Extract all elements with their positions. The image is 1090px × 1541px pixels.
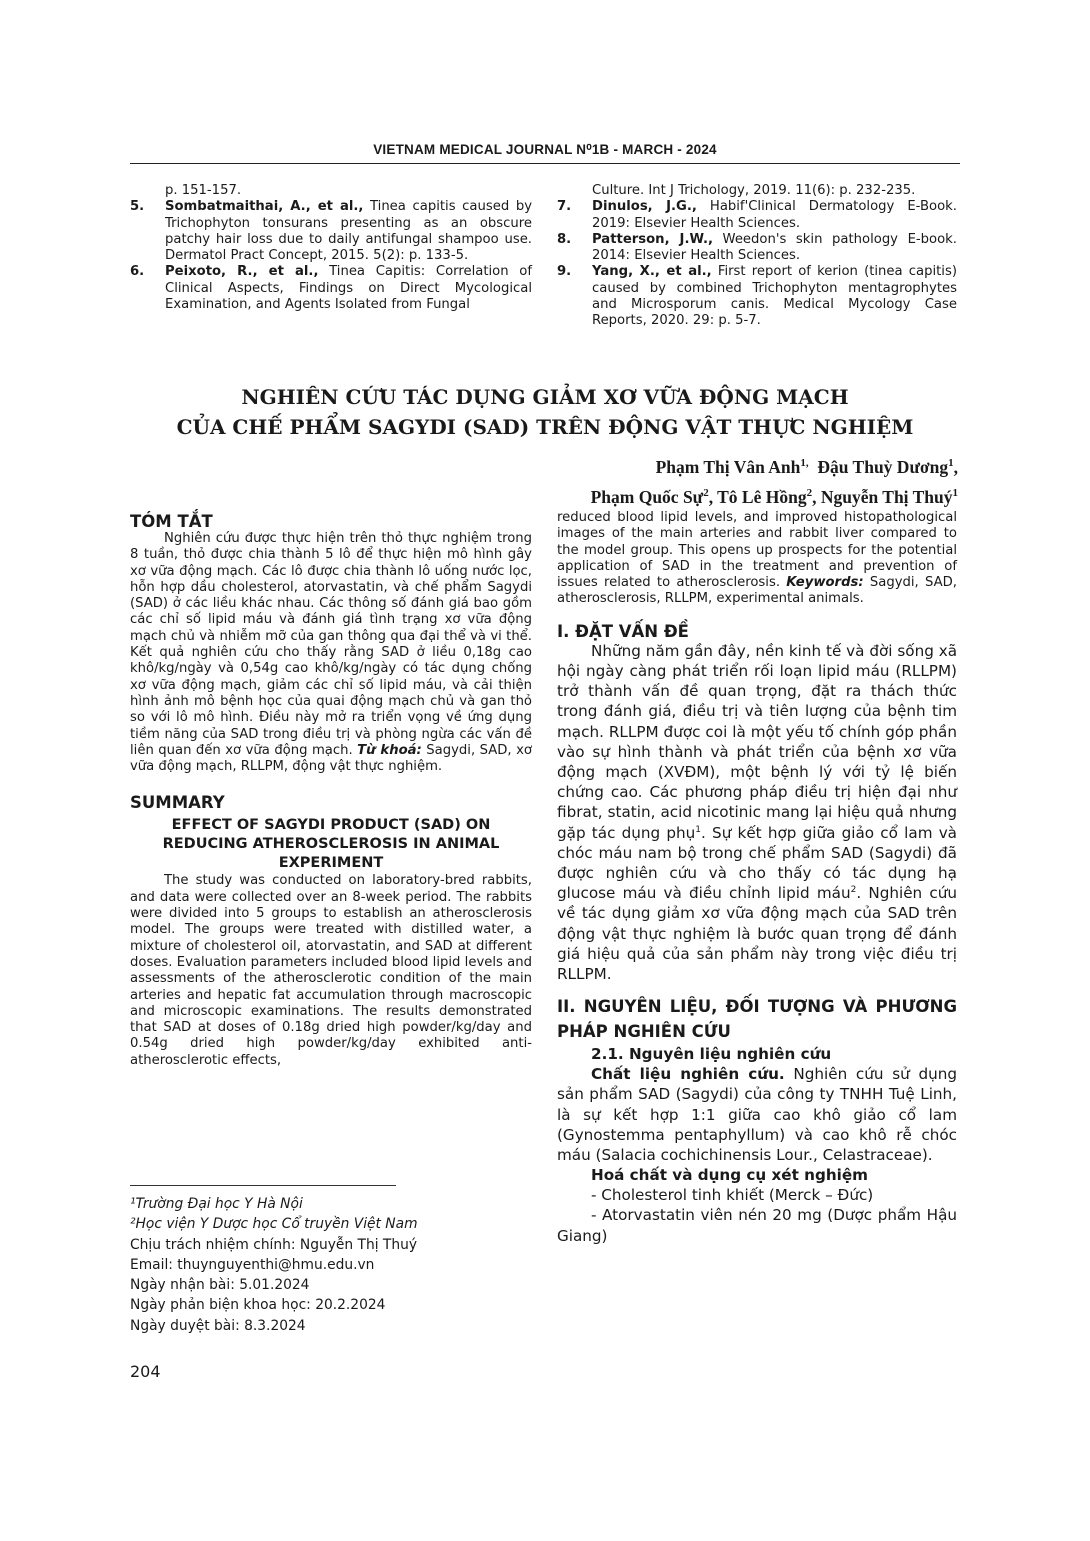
affiliation-1: ¹Trường Đại học Y Hà Nội	[130, 1196, 303, 1212]
author-list: Phạm Thị Vân Anh$^{1,}$ Đậu Thuỳ Dương$^1$, Phạm Quốc Sự$^2$, Tô Lê Hồng$^2$, Nguyễn Thị Thuý$^1$	[590, 456, 958, 507]
references-left	[130, 183, 532, 313]
date-reviewed: Ngày phản biện khoa học: 20.2.2024	[130, 1297, 386, 1314]
author-name: Phạm Quốc Sự	[590, 486, 704, 507]
reference-author: Dinulos, J.G.,	[592, 199, 697, 215]
reference-continuation: p. 151-157.	[165, 183, 242, 198]
page-number: 204	[130, 1362, 161, 1381]
date-received: Ngày nhận bài: 5.01.2024	[130, 1277, 310, 1294]
summary-text: The study was conducted on laboratory-bred rabbits, and data were collected over an 8-week period. The rabbits were divided into 5 groups to establish an atherosclerosis model. The groups were treated with distilled water, a mixture of cholesterol oil, atorvastatin, and SAD at different doses. Evaluation parameters included blood lipid levels and assessments of the atherosclerotic condition of the main arteries and hepatic fat accumulation through macroscopic and microscopic examinations. The results demonstrated that SAD at doses of 0.18g dried high powder/kg/day and 0.54g dried high powder/kg/day exhibited anti-atherosclerotic effects,	[130, 873, 532, 1068]
email: Email: thuynguyenthi@hmu.edu.vn	[130, 1256, 375, 1273]
reference-item: 7. Dinulos, J.G., Habif'Clinical Dermatology E-Book. 2019: Elsevier Health Sciences.	[557, 199, 957, 231]
author-name: Phạm Thị Vân Anh	[655, 456, 801, 477]
affiliation-2: ²Học viện Y Dược học Cổ truyền Việt Nam	[130, 1216, 418, 1233]
date-accepted: Ngày duyệt bài: 8.3.2024	[130, 1317, 306, 1334]
section-1-text: Những năm gần đây, nền kinh tế và đời sống xã hội ngày càng phát triển rối loạn lipid máu (RLLPM) trở thành vấn đề quan trọng, đặt ra thách thức trong đánh giá, điều trị và tiên lượng của bệnh tim mạch. RLLPM được coi là một yếu tố chính góp phần vào sự hình thành và phát triển của bệnh xơ vữa động mạch (XVĐM), một bệnh lý với tỷ lệ biến chứng cao. Các phương pháp điều trị hiện đại như fibrat, statin, acid nicotinic mang lại hiệu quả nhưng gặp tác dụng phụ$^1$. Sự kết hợp giữa giảo cổ lam và chóc máu nam bộ trong chế phẩm SAD (Sagydi) đã được nghiên cứu và cho thấy có tác dụng hạ glucose máu và điều chỉnh lipid máu$^2$. Nghiên cứu về tác dụng giảm xơ vữa động mạch của SAD trên động vật thực nghiệm là bước quan trọng để đánh giá hiệu quả của sản phẩm này trong việc điều trị RLLPM.	[557, 641, 957, 984]
reference-number: 5.	[130, 199, 145, 215]
footnote-rule	[130, 1185, 396, 1186]
reference-number: 7.	[557, 199, 572, 215]
summary-continuation: reduced blood lipid levels, and improved histopathological images of the main arteries and rabbit liver compared to the model group. This opens up prospects for the potential application of SAD in the treatment and prevention of issues related to atherosclerosis. Keywords: Sagydi, SAD, atherosclerosis, RLLPM, experimental animals.	[557, 510, 957, 607]
summary-heading: SUMMARY	[130, 793, 225, 813]
author-name: Nguyễn Thị Thuý	[820, 486, 953, 507]
reference-item: 6. Peixoto, R., et al., Tinea Capitis: Correlation of Clinical Aspects, Findings on Direct Mycological Examination, and Agents Isolated from Fungal	[130, 264, 532, 313]
chemical-item: - Atorvastatin viên nén 20 mg (Dược phẩm Hậu Giang)	[557, 1206, 957, 1245]
reference-item: 5. Sombatmaithai, A., et al., Tinea capitis caused by Trichophyton tonsurans presenting as an obscure patchy hair loss due to daily antifungal shampoo use. Dermatol Pract Concept, 2015. 5(2): p. 133-5.	[130, 199, 532, 264]
reference-author: Yang, X., et al.,	[592, 264, 712, 280]
article-title: NGHIÊN CỨU TÁC DỤNG GIẢM XƠ VỮA ĐỘNG MẠCH CỦA CHẾ PHẨM SAGYDI (SAD) TRÊN ĐỘNG VẬT THỰC NGHIỆM	[176, 385, 914, 439]
reference-number: 6.	[130, 264, 145, 280]
reference-author: Sombatmaithai, A., et al.,	[165, 199, 364, 215]
footnotes	[130, 1194, 532, 1336]
journal-header: VIETNAM MEDICAL JOURNAL N⁰1B - MARCH - 2024	[373, 142, 717, 157]
chemicals-heading: Hoá chất và dụng cụ xét nghiệm	[591, 1166, 868, 1185]
author-name: Tô Lê Hồng	[717, 486, 807, 507]
corresponding-author: Chịu trách nhiệm chính: Nguyễn Thị Thuý	[130, 1236, 417, 1253]
materials-text: Chất liệu nghiên cứu. Nghiên cứu sử dụng sản phẩm SAD (Sagydi) của công ty TNHH Tuệ Linh, là sự kết hợp 1:1 giữa cao khô giảo cổ lam (Gynostemma pentaphyllum) và cao khô rễ chóc máu (Salacia cochichinensis Lour., Celastraceae).	[557, 1065, 957, 1165]
reference-number: 8.	[557, 231, 572, 247]
section-2-heading: II. NGUYÊN LIỆU, ĐỐI TƯỢNG VÀ PHƯƠNG PHÁP NGHIÊN CỨU	[557, 997, 957, 1042]
reference-author: Patterson, J.W.,	[592, 231, 713, 247]
chemical-item: - Cholesterol tinh khiết (Merck – Đức)	[591, 1186, 874, 1205]
reference-continuation: Culture. Int J Trichology, 2019. 11(6): p. 232-235.	[592, 183, 916, 198]
section-1-heading: I. ĐẶT VẤN ĐỀ	[557, 621, 689, 641]
author-name: Đậu Thuỳ Dương	[817, 456, 949, 477]
header-rule	[130, 163, 960, 164]
abstract-text: Nghiên cứu được thực hiện trên thỏ thực nghiệm trong 8 tuần, thỏ được chia thành 5 lô để thực hiện mô hình gây xơ vữa động mạch. Các lô được chia thành lô uống nước lọc, hỗn hợp dầu cholesterol, atorvastatin, và chế phẩm Sagydi (SAD) ở các liều khác nhau. Các thông số đánh giá bao gồm các chỉ số lipid máu và đánh giá tình trạng xơ vữa động mạch chủ và nhiễm mỡ của gan thông qua đại thể và vi thể. Kết quả nghiên cứu cho thấy rằng SAD ở liều 0,18g cao khô/kg/ngày và 0,54g cao khô/kg/ngày có tác dụng chống xơ vữa động mạch, giảm các chỉ số lipid máu, và cải thiện hình ảnh mô bệnh học của quai động mạch chủ và gan thỏ so với lô mô hình. Điều này mở ra triển vọng về ứng dụng tiềm năng của SAD trong điều trị và phòng ngừa các vấn đề liên quan đến xơ vữa động mạch. Từ khoá: Sagydi, SAD, xơ vữa động mạch, RLLPM, động vật thực nghiệm.	[130, 531, 532, 775]
reference-item: 8. Patterson, J.W., Weedon's skin pathology E-book. 2014: Elsevier Health Sciences.	[557, 231, 957, 264]
keywords-label: Từ khoá:	[357, 742, 422, 758]
reference-item: 9. Yang, X., et al., First report of kerion (tinea capitis) caused by combined Trichophyton mentagrophytes and Microsporum canis. Medical Mycology Case Reports, 2020. 29: p. 5-7.	[557, 264, 957, 329]
left-column	[130, 512, 532, 1069]
english-title: EFFECT OF SAGYDI PRODUCT (SAD) ON REDUCING ATHEROSCLEROSIS IN ANIMAL EXPERIMENT	[162, 817, 500, 872]
reference-number: 9.	[557, 264, 572, 280]
references-right	[557, 183, 957, 330]
abstract-heading: TÓM TẮT	[130, 512, 213, 531]
reference-author: Peixoto, R., et al.,	[165, 264, 319, 280]
right-column	[557, 510, 957, 1246]
subsection-heading: 2.1. Nguyên liệu nghiên cứu	[591, 1045, 832, 1064]
keywords-label: Keywords:	[786, 575, 864, 591]
